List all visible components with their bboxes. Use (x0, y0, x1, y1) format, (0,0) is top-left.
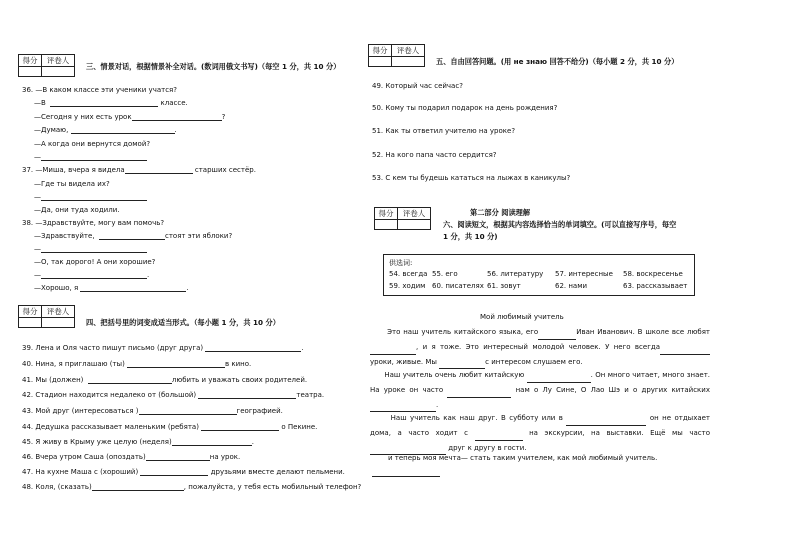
answer-line (372, 469, 440, 477)
q51: 51. Как ты ответил учителю на уроке? (372, 127, 516, 135)
blank[interactable] (41, 245, 147, 253)
story-title: Мой любимый учитель (480, 313, 564, 321)
options-label: 供选词: (389, 259, 413, 267)
option-58: 58. воскресенье (623, 270, 683, 278)
score-cell[interactable] (19, 318, 42, 328)
option-55: 55. его (432, 270, 458, 278)
q37-line2: —Где ты видела их? (34, 180, 110, 188)
score-label: 得分 (19, 306, 42, 318)
blank[interactable] (139, 407, 237, 415)
blank[interactable] (660, 347, 710, 355)
option-54: 54. всегда (389, 270, 428, 278)
blank[interactable] (41, 153, 147, 161)
blank[interactable] (475, 433, 523, 441)
blank[interactable] (50, 99, 158, 107)
blank[interactable] (370, 347, 416, 355)
q38-line6: —Хорошо, я . (34, 284, 189, 292)
option-60: 60. писателях (432, 282, 484, 290)
q47: 47. На кухне Маша с (хороший) друзьями вместе делают пельмени. (22, 468, 345, 476)
option-59: 59. ходим (389, 282, 426, 290)
score-label: 得分 (19, 55, 42, 67)
blank[interactable] (99, 232, 165, 240)
score-label: 得分 (369, 45, 392, 57)
blank[interactable] (527, 375, 591, 383)
section6-title-line2: 1 分，共 10 分) (443, 232, 498, 241)
score-table-section5 (368, 44, 425, 67)
story-paragraph-2: Наш учитель очень любит китайскую . Он много читает, много знает. На уроке он часто нам о Лу Сине, О Лао Шэ и о других китайских . (370, 368, 710, 412)
option-57: 57. интересные (555, 270, 613, 278)
q49: 49. Который час сейчас? (372, 82, 463, 90)
score-table-section3 (18, 54, 75, 77)
q42: 42. Стадион находится недалеко от (большой) театра. (22, 391, 325, 399)
blank[interactable] (372, 469, 440, 477)
q40: 40. Нина, я приглашаю (ты) в кино. (22, 360, 252, 368)
q53: 53. С кем ты будешь кататься на лыжах в каникулы? (372, 174, 571, 182)
score-table-section6 (374, 207, 431, 230)
grader-label: 评卷人 (392, 45, 425, 57)
story-paragraph-1: Это наш учитель китайского языка, его Иван Иванович. В школе все любят, и я тоже. Это интересный молодой человек. У него всегда уроки, живые. Мы с интересом слушаем его. (370, 325, 710, 369)
grader-cell[interactable] (42, 67, 75, 77)
q41: 41. Мы (должен) любить и уважать своих родителей. (22, 376, 308, 384)
q39: 39. Лена и Оля часто пишут письмо (друг друга) . (22, 344, 304, 352)
q38-line4: —О, так дорого! А они хорошие? (34, 258, 156, 266)
blank[interactable] (71, 126, 175, 134)
q36-line4: —А когда они вернутся домой? (34, 140, 151, 148)
score-cell[interactable] (375, 220, 398, 230)
q36-line1: —В классе. (34, 99, 188, 107)
q43: 43. Мой друг (интересоваться ) географией. (22, 407, 283, 415)
score-table-section4 (18, 305, 75, 328)
blank[interactable] (92, 483, 184, 491)
blank[interactable] (146, 453, 210, 461)
q50: 50. Кому ты подарил подарок на день рождения? (372, 104, 558, 112)
blank[interactable] (41, 271, 147, 279)
blank[interactable] (447, 390, 511, 398)
q36-line5: — (34, 153, 147, 161)
blank[interactable] (538, 332, 576, 340)
q37-line4: —Да, они туда ходили. (34, 206, 120, 214)
blank[interactable] (201, 423, 279, 431)
option-56: 56. литературу (487, 270, 544, 278)
blank[interactable] (132, 113, 222, 121)
grader-cell[interactable] (398, 220, 431, 230)
score-label: 得分 (375, 208, 398, 220)
score-cell[interactable] (369, 57, 392, 67)
q45: 45. Я живу в Крыму уже целую (неделя) . (22, 438, 254, 446)
option-62: 62. нами (555, 282, 588, 290)
grader-label: 评卷人 (42, 306, 75, 318)
blank[interactable] (41, 193, 147, 201)
q36-line2: —Сегодня у них есть урок ? (34, 113, 226, 121)
q44: 44. Дедушка рассказывает маленьким (ребята) о Пекине. (22, 423, 318, 431)
q38-line3: — (34, 245, 147, 253)
section4-title: 四、把括号里的词变成适当形式。（每小题 1 分，共 10 分） (86, 318, 280, 327)
score-cell[interactable] (19, 67, 42, 77)
q38-line2: —Здравствуйте, стоят эти яблоки? (34, 232, 233, 240)
grader-cell[interactable] (392, 57, 425, 67)
story-paragraph-4: и теперь моя мечта— стать таким учителем, как мой любимый учитель. (388, 454, 658, 462)
blank[interactable] (566, 418, 646, 426)
q38-line1: 38. —Здравствуйте, могу вам помочь? (22, 219, 165, 227)
blank[interactable] (80, 284, 186, 292)
blank[interactable] (88, 376, 172, 384)
blank[interactable] (125, 166, 193, 174)
q36-line3: —Думаю, . (34, 126, 177, 134)
q37-line1: 37. —Миша, вчера я видела старших сестёр. (22, 166, 256, 174)
section5-title: 五、自由回答问题。(用 не знаю 回答不给分)（每小题 2 分，共 10 分） (436, 57, 679, 66)
q37-line3: — (34, 193, 147, 201)
q48: 48. Коля, (сказать) , пожалуйста, у тебя есть мобильный телефон? (22, 483, 362, 491)
q36-question: 36. —В каком классе эти ученики учатся? (22, 86, 177, 94)
option-63: 63. рассказывает (623, 282, 688, 290)
story-paragraph-3: Наш учитель как наш друг. В субботу или в он не отдыхает дома, а часто ходит с на экскурсии, на выставки. Ещё мы часто друг к другу в гости. (370, 411, 710, 455)
q52: 52. На кого папа часто сердится? (372, 151, 497, 159)
part2-title: 第二部分 阅读理解 (470, 208, 531, 217)
section6-title-line1: 六、阅读短文，根据其内容选择恰当的单词填空。(可以直接写序号，每空 (443, 220, 677, 229)
blank[interactable] (127, 360, 225, 368)
q38-line5: — . (34, 271, 150, 279)
option-61: 61. зовут (487, 282, 521, 290)
blank[interactable] (198, 391, 296, 399)
blank[interactable] (140, 468, 208, 476)
grader-cell[interactable] (42, 318, 75, 328)
grader-label: 评卷人 (42, 55, 75, 67)
q46: 46. Вчера утром Саша (опоздать) на урок. (22, 453, 241, 461)
blank[interactable] (205, 344, 301, 352)
section3-title: 三、情景对话，根据情景补全对话。(数词用俄文书写)（每空 1 分，共 10 分） (86, 62, 341, 71)
grader-label: 评卷人 (398, 208, 431, 220)
blank[interactable] (172, 438, 252, 446)
